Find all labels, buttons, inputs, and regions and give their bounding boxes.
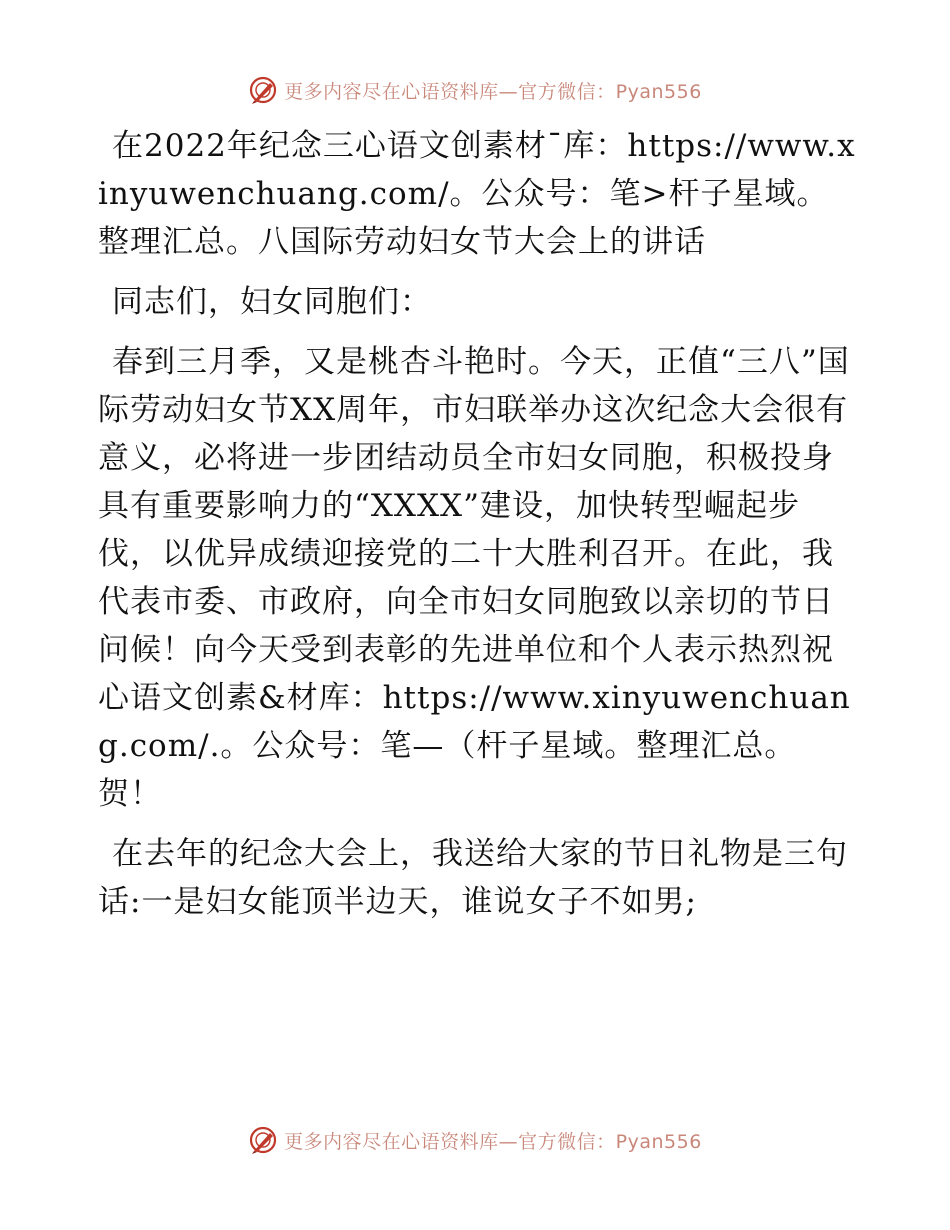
pen-logo-icon — [248, 1125, 278, 1155]
pen-logo-icon — [248, 75, 278, 105]
paragraph-last-year: 在去年的纪念大会上，我送给大家的节日礼物是三句话:一是妇女能顶半边天，谁说女子不如男; — [98, 836, 848, 920]
header-watermark — [0, 72, 950, 108]
watermark-text: 更多内容尽在心语资料库—官方微信：Pyan556 — [284, 1130, 702, 1153]
document-body — [98, 122, 858, 926]
paragraph-intro: 在2022年纪念三心语文创素材¯库：https://www.xinyuwenchuang.com/。公众号：笔>杆子星域。整理汇总。八国际劳动妇女节大会上的讲话 — [98, 128, 856, 260]
watermark-text: 更多内容尽在心语资料库—官方微信：Pyan556 — [284, 80, 702, 103]
footer-watermark — [0, 1122, 950, 1158]
paragraph-salutation: 同志们，妇女同胞们： — [112, 284, 432, 320]
paragraph-spring: 春到三月季，又是桃杏斗艳时。今天，正值“三八”国际劳动妇女节XX周年，市妇联举办这次纪念大会很有意义，必将进一步团结动员全市妇女同胞，积极投身具有重要影响力的“XXXX”建设，加快转型崛起步伐，以优异成绩迎接党的二十大胜利召开。在此，我代表市委、市政府，向全市妇女同胞致以亲切的节日问候！向今天受到表彰的先进单位和个人表示热烈祝心语文创素&材库：https://www.xinyuwenchuang.com/.。公众号：笔—（杆子星域。整理汇总。贺！ — [98, 344, 851, 812]
